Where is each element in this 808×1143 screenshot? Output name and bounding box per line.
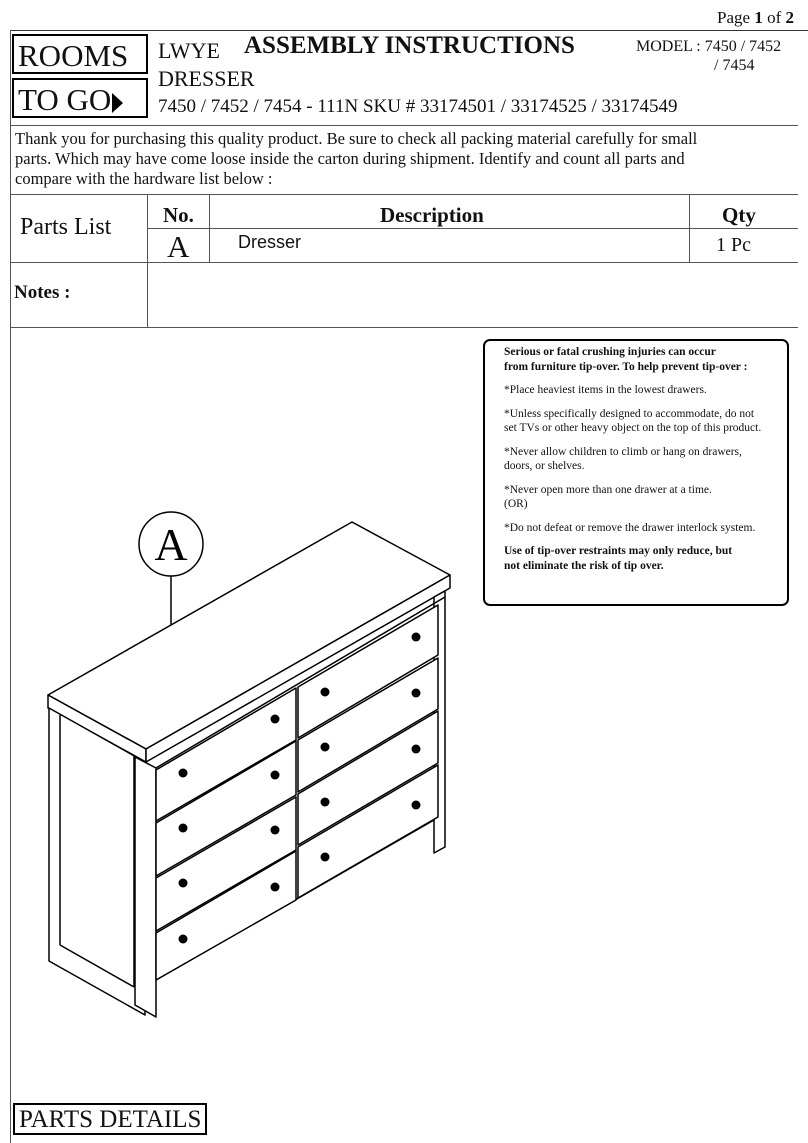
top-rule bbox=[10, 30, 808, 31]
knob-icon bbox=[412, 689, 421, 698]
column-header-qty: Qty bbox=[722, 203, 756, 227]
intro-paragraph bbox=[15, 129, 775, 189]
dresser-side-panel bbox=[49, 708, 145, 1015]
page-total: 2 bbox=[785, 8, 794, 27]
table-header-divider bbox=[147, 228, 798, 229]
knob-icon bbox=[271, 826, 280, 835]
sku-line: 7450 / 7452 / 7454 - 111N SKU # 33174501 / 33174525 / 33174549 bbox=[158, 96, 678, 117]
page-of: of bbox=[767, 8, 782, 27]
table-bottom-rule bbox=[10, 262, 798, 263]
header-divider bbox=[10, 125, 798, 126]
knob-icon bbox=[412, 745, 421, 754]
part-row-no: A bbox=[167, 229, 190, 264]
warning-footer: Use of tip-over restraints may only reduce, but not eliminate the risk of tip over. bbox=[504, 545, 733, 572]
brand-logo-top bbox=[12, 34, 148, 74]
document-title: ASSEMBLY INSTRUCTIONS bbox=[244, 32, 575, 59]
parts-details-heading: PARTS DETAILS bbox=[13, 1103, 207, 1135]
part-row-qty: 1 Pc bbox=[716, 234, 751, 256]
knob-icon bbox=[179, 824, 188, 833]
warning-item-1: *Place heaviest items in the lowest drawers. bbox=[504, 384, 707, 396]
knob-icon bbox=[412, 801, 421, 810]
warning-heading: Serious or fatal crushing injuries can occur from furniture tip-over. To help prevent tip-over : bbox=[504, 346, 748, 373]
knob-icon bbox=[412, 633, 421, 642]
column-header-no: No. bbox=[163, 203, 194, 227]
page-current: 1 bbox=[754, 8, 763, 27]
knob-icon bbox=[321, 743, 330, 752]
model-line-2: / 7454 bbox=[714, 57, 755, 74]
knob-icon bbox=[179, 879, 188, 888]
knob-icon bbox=[179, 769, 188, 778]
model-line-1: MODEL : 7450 / 7452 bbox=[636, 38, 782, 55]
notes-bottom-rule bbox=[10, 327, 798, 328]
page-number bbox=[717, 8, 794, 28]
left-rule bbox=[10, 30, 11, 1143]
part-row-description: Dresser bbox=[238, 232, 302, 252]
page-label: Page bbox=[717, 8, 751, 27]
product-name-line-2: DRESSER bbox=[158, 66, 255, 91]
knob-icon bbox=[321, 853, 330, 862]
intro-divider bbox=[10, 194, 798, 195]
warning-item-2: *Unless specifically designed to accommodate, do not set TVs or other heavy object on the top of this product. bbox=[504, 407, 762, 434]
brand-line-1: ROOMS bbox=[18, 38, 129, 73]
parts-list-label: Parts List bbox=[20, 214, 112, 240]
intro-line-2: parts. Which may have come loose inside the carton during shipment. Identify and count all parts and bbox=[15, 149, 685, 168]
knob-icon bbox=[271, 715, 280, 724]
product-name-line-1: LWYE bbox=[158, 38, 220, 63]
callout-label: A bbox=[154, 519, 188, 570]
tip-over-warning bbox=[483, 339, 789, 606]
notes-label: Notes : bbox=[14, 282, 71, 303]
knob-icon bbox=[271, 771, 280, 780]
intro-line-1: Thank you for purchasing this quality product. Be sure to check all packing material carefully for small bbox=[15, 129, 698, 148]
warning-item-5: *Do not defeat or remove the drawer interlock system. bbox=[504, 521, 756, 534]
knob-icon bbox=[321, 798, 330, 807]
dresser-front-left-leg bbox=[135, 757, 156, 1017]
knob-icon bbox=[271, 883, 280, 892]
table-col-divider-1 bbox=[147, 194, 148, 327]
warning-item-3: *Never allow children to climb or hang on drawers, doors, or shelves. bbox=[504, 445, 742, 472]
table-col-divider-2 bbox=[209, 194, 210, 262]
brand-logo-bottom bbox=[12, 78, 148, 118]
dresser-illustration bbox=[40, 505, 460, 1025]
warning-item-4: *Never open more than one drawer at a time. (OR) bbox=[504, 483, 712, 510]
table-col-divider-3 bbox=[689, 194, 690, 262]
intro-line-3: compare with the hardware list below : bbox=[15, 169, 273, 188]
column-header-description: Description bbox=[380, 203, 484, 227]
knob-icon bbox=[321, 688, 330, 697]
play-arrow-icon bbox=[112, 93, 123, 113]
brand-line-2: TO GO bbox=[18, 82, 112, 117]
knob-icon bbox=[179, 935, 188, 944]
